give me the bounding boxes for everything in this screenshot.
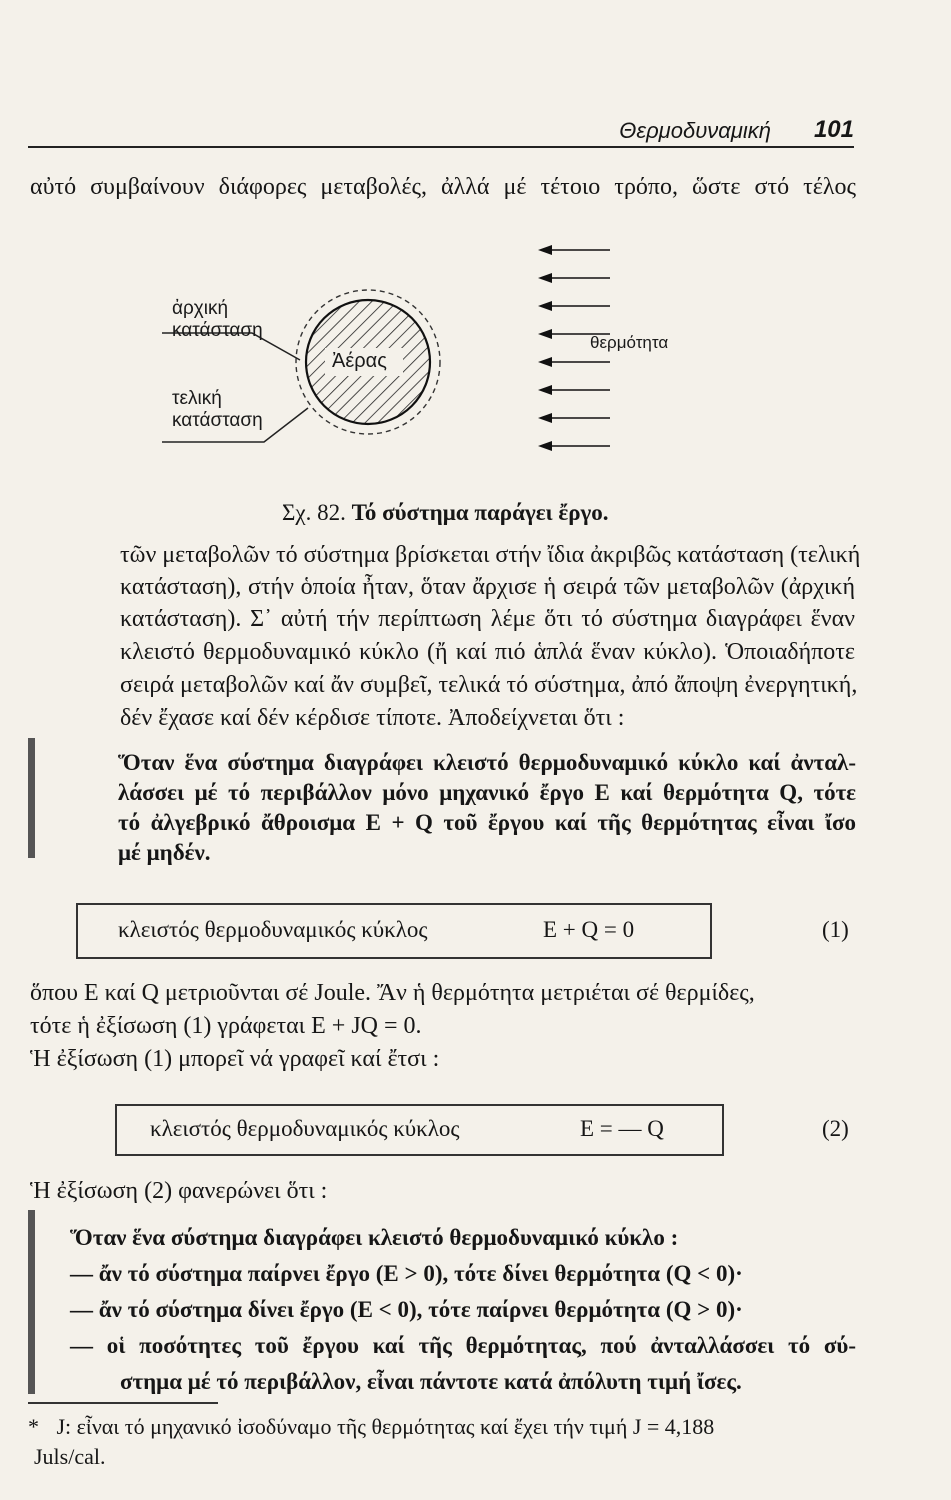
equation1-label: κλειστός θερμοδυναμικός κύκλος bbox=[118, 917, 428, 942]
page-number: 101 bbox=[813, 116, 854, 143]
paragraph2-line: Ἡ ἐξίσωση (1) μπορεῖ νά γραφεῖ καί ἔτσι : bbox=[30, 1046, 440, 1072]
paragraph1-line: δέν ἔχασε καί δέν κέρδισε τίποτε. Ἀποδείχνεται ὅτι : bbox=[120, 705, 625, 731]
law1-line: μέ μηδέν. bbox=[118, 840, 211, 865]
paragraph2-line: ὅπου Ε καί Q μετριοῦνται σέ Joule. Ἄν ἡ θερμότητα μετριέται σέ θερμίδες, bbox=[30, 980, 755, 1006]
law1-line: λάσσει μέ τό περιβάλλον μόνο μηχανικό ἔργο Ε καί θερμότητα Q, τότε bbox=[118, 780, 856, 805]
figure-82 bbox=[160, 220, 680, 480]
caption-text: Τό σύστημα παράγει ἔργο. bbox=[351, 500, 609, 525]
air-label: Ἀέρας bbox=[332, 350, 387, 372]
law2-sidebar bbox=[28, 1210, 35, 1394]
equation2-formula: Ε = — Q bbox=[580, 1116, 664, 1141]
paragraph1-line: κατάσταση), στήν ὁποία ἦταν, ὅταν ἄρχισε ἡ σειρά τῶν μεταβολῶν (ἀρχική bbox=[120, 574, 855, 600]
footnote-rule bbox=[28, 1402, 218, 1404]
heat-label: θερμότητα bbox=[590, 333, 669, 352]
law2-line: στημα μέ τό περιβάλλον, εἶναι πάντοτε κατά ἀπόλυτη τιμή ἴσες. bbox=[120, 1369, 742, 1394]
law2-line: — ἄν τό σύστημα παίρνει ἔργο (Ε > 0), τότε δίνει θερμότητα (Q < 0)· bbox=[70, 1261, 743, 1286]
paragraph1-line: κλειστό θερμοδυναμικό κύκλο (ἤ καί πιό ἁπλά ἕναν κύκλο). Ὁποιαδήποτε bbox=[120, 639, 855, 665]
law1-line: τό ἀλγεβρικό ἄθροισμα Ε + Q τοῦ ἔργου καί τῆς θερμότητας εἶναι ἴσο bbox=[118, 810, 856, 835]
equation2-label: κλειστός θερμοδυναμικός κύκλος bbox=[150, 1116, 460, 1141]
final-state-label: τελική κατάσταση bbox=[172, 388, 263, 431]
law2-line: — ἄν τό σύστημα δίνει ἔργο (Ε < 0), τότε παίρνει θερμότητα (Q > 0)· bbox=[70, 1297, 743, 1322]
equation1-number: (1) bbox=[822, 917, 849, 942]
footnote bbox=[28, 1414, 714, 1440]
footnote-marker: * bbox=[28, 1414, 39, 1439]
footnote-text: J: εἶναι τό μηχανικό ἰσοδύναμο τῆς θερμότητας καί ἔχει τήν τιμή J = 4,188 bbox=[56, 1414, 715, 1439]
paragraph1-line: κατάσταση). Σ᾽ αὐτή τήν περίπτωση λέμε ὅτι τό σύστημα διαγράφει ἕναν bbox=[120, 606, 855, 632]
paragraph2-line: τότε ἡ ἐξίσωση (1) γράφεται Ε + JQ = 0. bbox=[30, 1013, 422, 1039]
law2-line: Ὅταν ἕνα σύστημα διαγράφει κλειστό θερμοδυναμικό κύκλο : bbox=[70, 1225, 679, 1250]
intro-line: αὐτό συμβαίνουν διάφορες μεταβολές, ἀλλά μέ τέτοιο τρόπο, ὥστε στό τέλος bbox=[30, 174, 856, 200]
paragraph1-line: σειρά μεταβολῶν καί ἄν συμβεῖ, τελικά τό σύστημα, ἀπό ἄποψη ἐνεργητική, bbox=[120, 672, 858, 698]
law2-statement bbox=[70, 1220, 856, 1400]
law1-line: Ὅταν ἕνα σύστημα διαγράφει κλειστό θερμοδυναμικό κύκλο καί ἀνταλ- bbox=[118, 750, 856, 775]
running-title: Θερμοδυναμική bbox=[619, 118, 771, 143]
law2-line: — οἱ ποσότητες τοῦ ἔργου καί τῆς θερμότητας, πού ἀνταλλάσσει τό σύ- bbox=[70, 1333, 856, 1358]
equation1-formula: Ε + Q = 0 bbox=[543, 917, 635, 942]
header-rule bbox=[28, 146, 854, 148]
paragraph1-line: τῶν μεταβολῶν τό σύστημα βρίσκεται στήν ἴδια ἀκριβῶς κατάσταση (τελική bbox=[120, 542, 861, 568]
law1-statement bbox=[118, 748, 856, 868]
initial-state-label: ἀρχική κατάσταση bbox=[172, 298, 263, 341]
caption-number: Σχ. 82. bbox=[282, 500, 346, 525]
equation2-number: (2) bbox=[822, 1116, 849, 1141]
footnote-unit: Juls/cal. bbox=[34, 1444, 106, 1469]
paragraph3: Ἡ ἐξίσωση (2) φανερώνει ὅτι : bbox=[30, 1178, 328, 1204]
law1-sidebar bbox=[28, 738, 35, 858]
figure-caption bbox=[282, 500, 609, 526]
